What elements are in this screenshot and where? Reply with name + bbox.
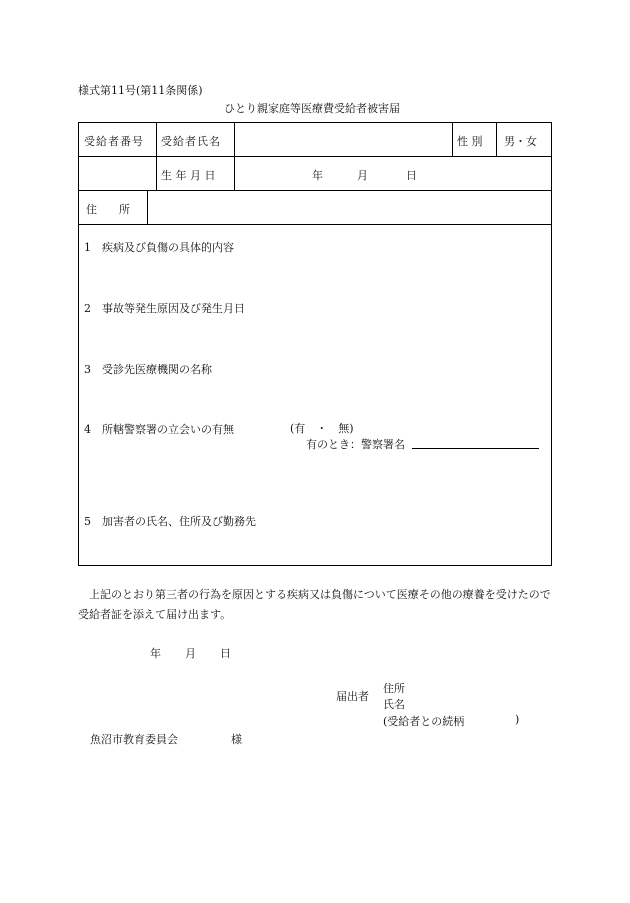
birthdate-label: 生 年 月 日 [161, 169, 216, 182]
addressee-name: 魚沼市教育委員会 [90, 733, 178, 746]
police-presence-choice: (有 ・ 無) [290, 422, 354, 435]
item-4 [84, 421, 234, 437]
item-text: 所轄警察署の立会いの有無 [102, 423, 234, 436]
form-title: ひとり親家庭等医療費受給者被害届 [224, 102, 400, 115]
statement [78, 585, 558, 625]
submitter-relation-close: ) [515, 713, 520, 726]
date-month-unit: 月 [185, 647, 196, 660]
column-divider [147, 190, 148, 224]
item-1 [84, 239, 234, 255]
gender-options: 男・女 [504, 135, 537, 148]
item-2 [84, 300, 245, 316]
row-divider [79, 156, 551, 157]
police-station-underline [412, 448, 539, 449]
row-divider [79, 190, 551, 191]
submitter-label: 届出者 [336, 690, 369, 703]
address-label: 住 所 [86, 203, 130, 216]
item-number: 1 [84, 241, 91, 254]
addressee-honorific: 様 [231, 733, 242, 746]
item-text: 事故等発生原因及び発生月日 [102, 302, 245, 315]
submitter-address-label: 住所 [383, 682, 405, 695]
statement-text: 上記のとおり第三者の行為を原因とする疾病又は負傷について医療その他の療養を受けたので受給者証を添えて届け出ます。 [78, 588, 551, 621]
birth-year-unit: 年 [312, 169, 323, 182]
item-number: 5 [84, 515, 91, 528]
item-number: 2 [84, 302, 91, 315]
form-number: 様式第11号(第11条関係) [78, 84, 203, 97]
item-number: 3 [84, 363, 91, 376]
gender-label: 性 別 [457, 135, 483, 148]
submitter-name-label: 氏名 [383, 698, 405, 711]
item-5 [84, 513, 256, 529]
date-year-unit: 年 [150, 647, 161, 660]
recipient-name-label: 受給者氏名 [161, 135, 221, 148]
submitter-relation-label: (受給者との続柄 [383, 715, 465, 728]
item-3 [84, 361, 212, 377]
column-divider [234, 123, 235, 190]
item-text: 加害者の氏名、住所及び勤務先 [102, 515, 256, 528]
column-divider [452, 123, 453, 156]
police-station-label: 有のとき：警察署名 [306, 438, 405, 451]
item-text: 疾病及び負傷の具体的内容 [102, 241, 234, 254]
row-divider [79, 224, 551, 225]
recipient-number-label: 受給者番号 [84, 135, 144, 148]
form-table [78, 122, 552, 566]
item-number: 4 [84, 423, 91, 436]
column-divider [156, 123, 157, 190]
birth-month-unit: 月 [357, 169, 368, 182]
birth-day-unit: 日 [406, 169, 417, 182]
item-text: 受診先医療機関の名称 [102, 363, 212, 376]
date-day-unit: 日 [220, 647, 231, 660]
column-divider [496, 123, 497, 156]
